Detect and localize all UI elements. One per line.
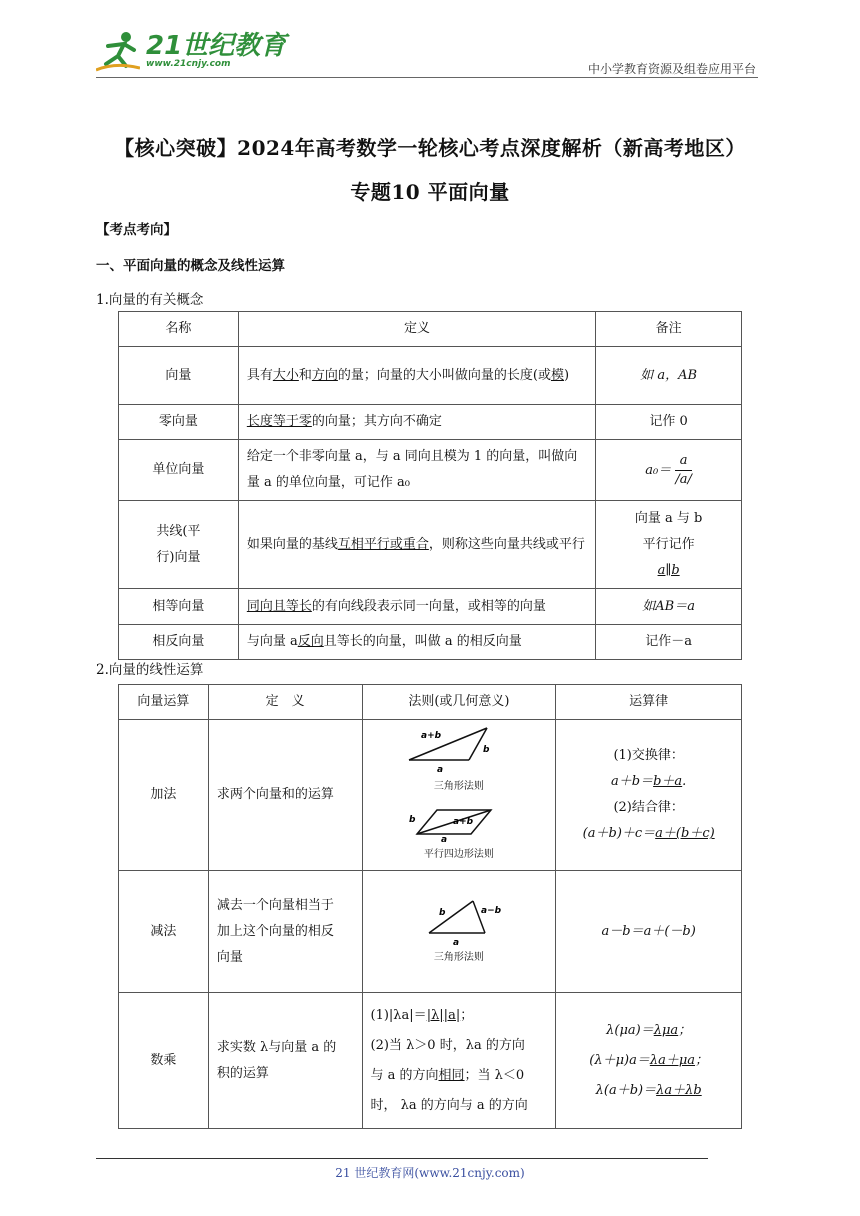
figure-caption: 三角形法则 [433,781,484,792]
table-row [119,589,742,625]
table-header-cell: 定 义 [208,685,362,720]
row-laws: (1)交换律： a＋b＝b＋a. (2)结合律： (a＋b)＋c＝a＋(b＋c) [556,720,742,871]
row-note: 记作 0 [596,405,742,440]
logo-url: www.21cnjy.com [146,59,231,69]
row-name: 单位向量 [119,440,239,501]
row-definition: 与向量 a反向且等长的向量，叫做 a 的相反向量 [238,625,595,660]
svg-text:a+b: a+b [420,731,441,741]
svg-text:a: a [436,765,443,774]
subsection-1-heading: 1.向量的有关概念 [96,292,204,308]
row-definition: 具有大小和方向的量；向量的大小叫做向量的长度(或模) [238,347,595,405]
row-note: 如 a，AB [596,347,742,405]
table-row [119,501,742,589]
logo [96,30,286,72]
row-note: a₀＝ $\frac{a}{/a/}$ [596,440,742,501]
row-name: 数乘 [119,993,209,1129]
doc-title: 【核心突破】2024年高考数学一轮核心考点深度解析（新高考地区） [114,136,746,160]
row-note: 记作－a [596,625,742,660]
row-definition: 求实数 λ与向量 a 的 积的运算 [208,993,362,1129]
table-header-cell: 名称 [119,312,239,347]
logo-text: 21世纪教育 [146,31,287,61]
row-name: 相反向量 [119,625,239,660]
operations-table [118,684,742,1129]
row-definition: 长度等于零的向量；其方向不确定 [238,405,595,440]
row-name: 共线(平 行)向量 [119,501,239,589]
svg-text:b: b [482,745,490,755]
doc-subtitle: 专题10 平面向量 [350,180,510,204]
table-row [119,993,742,1129]
table-row [119,440,742,501]
table-header-cell: 运算律 [556,685,742,720]
subsection-2-heading: 2.向量的线性运算 [96,662,204,678]
subtraction-figure [362,871,556,993]
row-name: 零向量 [119,405,239,440]
row-name: 加法 [119,720,209,871]
row-definition: 如果向量的基线互相平行或重合，则称这些向量共线或平行 [238,501,595,589]
svg-text:a: a [440,835,447,842]
kaodian-heading: 【考点考向】 [96,222,177,238]
table-row [119,405,742,440]
row-definition: 给定一个非零向量 a，与 a 同向且模为 1 的向量，叫做向量 a 的单位向量，可记作 a₀ [238,440,595,501]
row-note: 如AB＝a [596,589,742,625]
figure-caption: 三角形法则 [433,951,484,963]
table-header-cell: 定义 [238,312,595,347]
row-laws: a－b＝a＋(－b) [556,871,742,993]
table-row [119,347,742,405]
footer-divider [96,1158,708,1159]
svg-text:a: a [452,937,459,945]
row-laws: λ(μa)＝λμa； (λ＋μ)a＝λa＋μa； λ(a＋b)＝λa＋λb [556,993,742,1129]
row-name: 向量 [119,347,239,405]
triangle-rule-figure [399,722,519,774]
table-header-cell: 向量运算 [119,685,209,720]
runner-logo-icon [96,30,140,72]
row-definition: 减去一个向量相当于 加上这个向量的相反 向量 [208,871,362,993]
header-divider [96,77,758,78]
table-row [119,720,742,871]
row-rule: (1)|λa|＝|λ||a|； (2)当 λ＞0 时，λa 的方向 与 a 的方向相同；当 λ＜0 时， λa 的方向与 a 的方向 [362,993,556,1129]
row-note: 向量 a 与 b 平行记作 a∥b [596,501,742,589]
section-heading: 一、平面向量的概念及线性运算 [96,258,285,274]
table-row [119,871,742,993]
svg-text:a+b: a+b [452,817,473,827]
concepts-table [118,311,742,660]
svg-text:b: b [408,815,416,825]
footer-text: 21 世纪教育网(www.21cnjy.com) [335,1166,525,1180]
triangle-rule-figure [399,893,519,945]
figure-caption: 平行四边形法则 [423,849,494,860]
row-name: 减法 [119,871,209,993]
row-name: 相等向量 [119,589,239,625]
svg-text:a−b: a−b [480,905,501,916]
header-platform-text: 中小学教育资源及组卷应用平台 [587,62,756,76]
parallelogram-rule-figure [399,802,519,842]
svg-text:b: b [438,907,446,918]
row-definition: 同向且等长的有向线段表示同一向量，或相等的向量 [238,589,595,625]
page-header [96,30,756,78]
table-header-cell: 法则(或几何意义) [362,685,556,720]
table-row [119,625,742,660]
row-definition: 求两个向量和的运算 [208,720,362,871]
addition-figures [362,720,556,871]
table-header-cell: 备注 [596,312,742,347]
